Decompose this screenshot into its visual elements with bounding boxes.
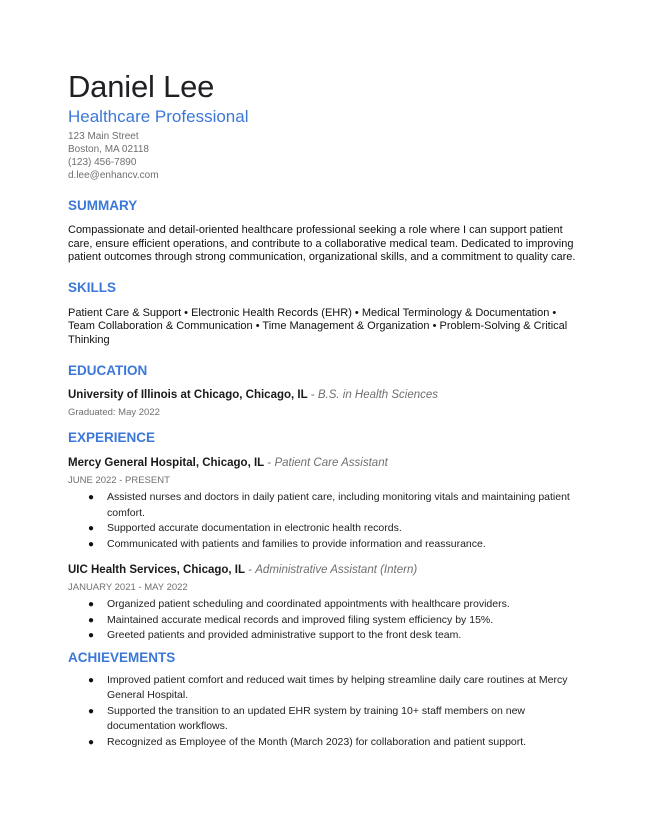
bullet-item <box>88 735 580 751</box>
experience-bullet-list <box>68 490 580 552</box>
education-entry <box>68 388 580 419</box>
education-separator: - <box>307 389 318 401</box>
bullet-text: Improved patient comfort and reduced wait times by helping streamline daily care routines at Mercy General Hospital. <box>107 673 568 701</box>
bullet-text: Supported the transition to an updated EHR system by training 10+ staff members on new documentation workflows. <box>107 704 526 732</box>
bullet-text: Communicated with patients and families to provide information and reassurance. <box>107 537 486 550</box>
education-section <box>68 362 580 419</box>
bullet-icon: ● <box>88 538 95 550</box>
summary-title: SUMMARY <box>68 198 138 213</box>
achievements-section <box>68 649 580 751</box>
bullet-item <box>88 704 580 735</box>
candidate-headline: Healthcare Professional <box>68 107 249 126</box>
bullet-icon: ● <box>88 705 95 717</box>
summary-text: Compassionate and detail-oriented healthcare professional seeking a role where I can support patient care, ensure efficient operations, and contribute to a collaborative medical team. Dedicated to improving patient outcomes through strong communication, organizational skills, and a commitment to quality care. <box>68 224 576 263</box>
bullet-item <box>88 673 580 704</box>
education-graduation-date: Graduated: May 2022 <box>68 407 160 418</box>
bullet-item <box>88 537 580 553</box>
bullet-text: Assisted nurses and doctors in daily patient care, including monitoring vitals and maintaining patient comfort. <box>107 491 570 519</box>
bullet-icon: ● <box>88 614 95 626</box>
experience-separator: - <box>245 564 256 576</box>
bullet-text: Supported accurate documentation in electronic health records. <box>107 522 402 534</box>
contact-city-line: Boston, MA 02118 <box>68 144 149 155</box>
education-title: EDUCATION <box>68 363 148 378</box>
skills-title: SKILLS <box>68 279 117 295</box>
candidate-name: Daniel Lee <box>68 69 215 104</box>
experience-separator: - <box>264 457 275 469</box>
contact-block <box>68 130 580 182</box>
achievements-bullet-list <box>68 673 580 751</box>
bullet-icon: ● <box>88 630 95 641</box>
experience-employer: Mercy General Hospital, Chicago, IL <box>68 457 265 469</box>
bullet-text: Greeted patients and provided administrative support to the front desk team. <box>107 629 462 641</box>
experience-dates: JUNE 2022 - PRESENT <box>68 475 170 486</box>
resume-header <box>68 70 580 182</box>
bullet-icon: ● <box>88 492 95 503</box>
experience-role: Administrative Assistant (Intern) <box>255 564 418 576</box>
summary-section <box>68 197 580 265</box>
contact-phone: (123) 456-7890 <box>68 157 137 168</box>
education-entry-heading <box>68 388 580 403</box>
bullet-icon: ● <box>88 674 95 686</box>
bullet-icon: ● <box>88 599 95 610</box>
experience-entry <box>68 456 580 552</box>
skills-text: Patient Care & Support • Electronic Health Records (EHR) • Medical Terminology & Documentation • Team Collaboration & Communication • Time Management & Organization • Problem-Solving & Critical Thinking <box>68 306 568 346</box>
experience-bullet-list <box>68 597 580 644</box>
experience-entry-heading <box>68 563 580 578</box>
bullet-item <box>88 490 580 521</box>
achievements-title: ACHIEVEMENTS <box>68 649 176 665</box>
education-school: University of Illinois at Chicago, Chicago, IL <box>68 389 308 401</box>
bullet-item <box>88 613 580 629</box>
contact-address-line: 123 Main Street <box>68 131 139 142</box>
bullet-item <box>88 521 580 537</box>
experience-entry <box>68 563 580 644</box>
bullet-text: Recognized as Employee of the Month (March 2023) for collaboration and patient support. <box>107 735 527 748</box>
experience-employer: UIC Health Services, Chicago, IL <box>68 564 246 576</box>
experience-dates: JANUARY 2021 - MAY 2022 <box>68 582 188 593</box>
bullet-item <box>88 628 580 644</box>
bullet-text: Organized patient scheduling and coordinated appointments with healthcare providers. <box>107 598 510 610</box>
experience-entry-heading <box>68 456 580 471</box>
bullet-text: Maintained accurate medical records and improved filing system efficiency by 15%. <box>107 613 494 626</box>
bullet-icon: ● <box>88 736 95 748</box>
experience-role: Patient Care Assistant <box>274 457 388 469</box>
bullet-icon: ● <box>88 523 95 534</box>
experience-title: EXPERIENCE <box>68 430 156 445</box>
education-degree: B.S. in Health Sciences <box>317 389 439 401</box>
skills-section <box>68 279 580 348</box>
bullet-item <box>88 597 580 613</box>
contact-email: d.lee@enhancv.com <box>68 170 159 181</box>
experience-section <box>68 429 580 644</box>
